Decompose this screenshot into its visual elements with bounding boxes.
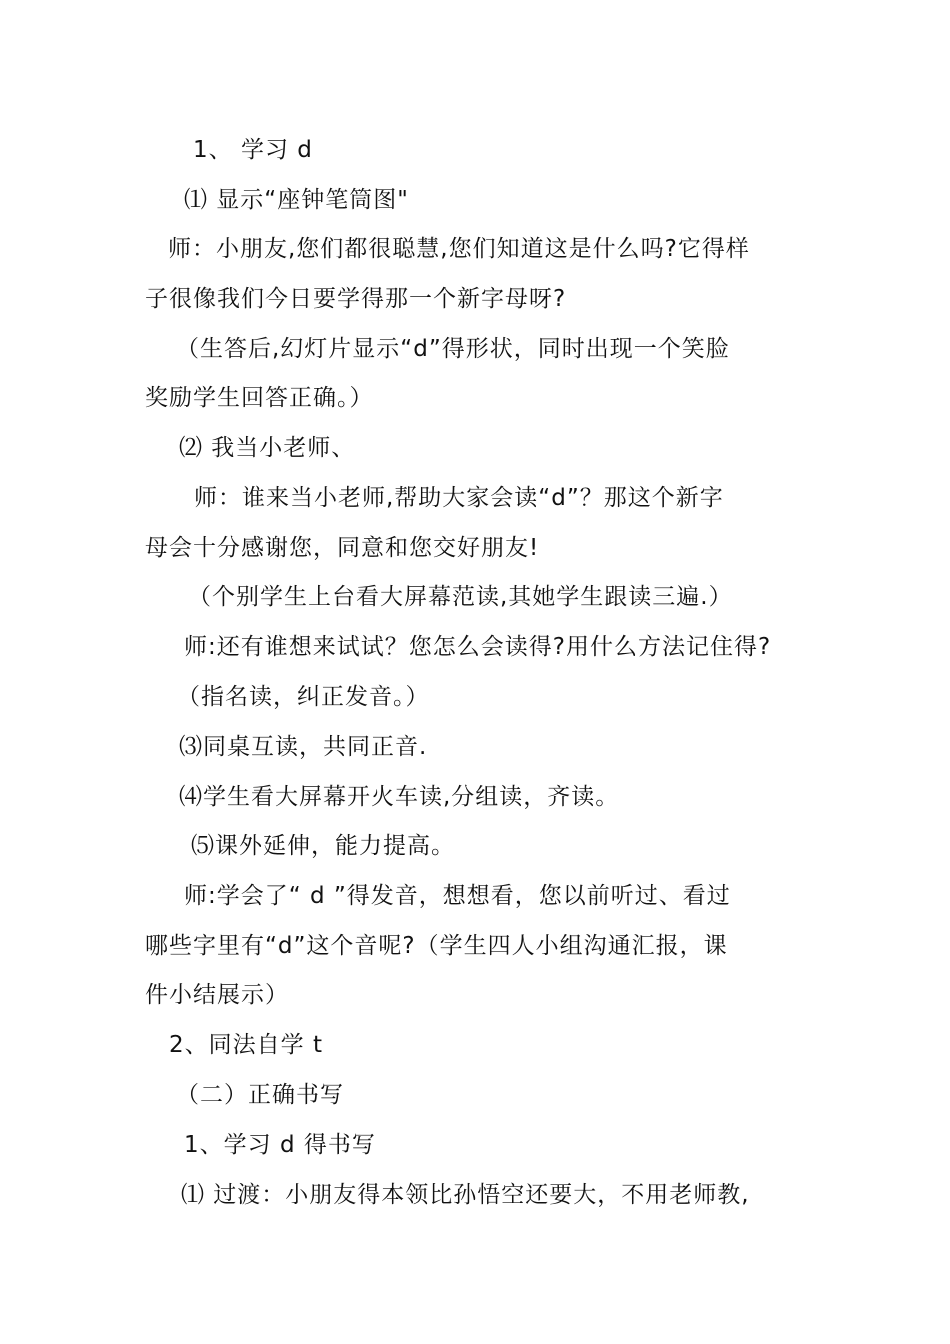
step-3: ⑶同桌互读，共同正音. — [179, 734, 428, 760]
part-2-heading: （二）正确书写 — [176, 1082, 344, 1108]
teacher-line-1-cont: 子很像我们今日要学得那一个新字母呀? — [145, 286, 567, 312]
teacher-line-3: 师:还有谁想来试试？您怎么会读得?用什么方法记住得? — [184, 634, 772, 660]
step-5: ⑸课外延伸，能力提高。 — [191, 833, 455, 859]
transition-line: ⑴ 过渡：小朋友得本领比孙悟空还要大，不用老师教, — [181, 1182, 750, 1208]
section-heading-learn-d: 1、 学习 d — [193, 137, 313, 163]
step-1-show-picture: ⑴ 显示“座钟笔筒图" — [184, 187, 409, 213]
section-heading-learn-t: 2、同法自学 t — [169, 1032, 323, 1058]
note-line-1-cont: 奖励学生回答正确。） — [145, 385, 374, 411]
teacher-line-4-end: 件小结展示） — [145, 982, 289, 1008]
teacher-line-2: 师：谁来当小老师,帮助大家会读“d”？那这个新字 — [194, 485, 724, 511]
teacher-line-1: 师：小朋友,您们都很聪慧,您们知道这是什么吗?它得样 — [168, 236, 750, 262]
note-line-3: （指名读，纠正发音。） — [177, 684, 430, 710]
note-line-2: （个别学生上台看大屏幕范读,其她学生跟读三遍.） — [188, 584, 733, 610]
note-line-1: （生答后,幻灯片显示“d”得形状，同时出现一个笑脸 — [176, 336, 730, 362]
step-2-heading: ⑵ 我当小老师、 — [179, 435, 356, 461]
teacher-line-4-cont: 哪些字里有“d”这个音呢?（学生四人小组沟通汇报，课 — [145, 933, 728, 959]
step-4: ⑷学生看大屏幕开火车读,分组读，齐读。 — [179, 784, 620, 810]
teacher-line-4: 师:学会了“ d ”得发音，想想看，您以前听过、看过 — [184, 883, 731, 909]
writing-heading: 1、学习 d 得书写 — [184, 1132, 376, 1158]
teacher-line-2-cont: 母会十分感谢您，同意和您交好朋友! — [145, 535, 540, 561]
